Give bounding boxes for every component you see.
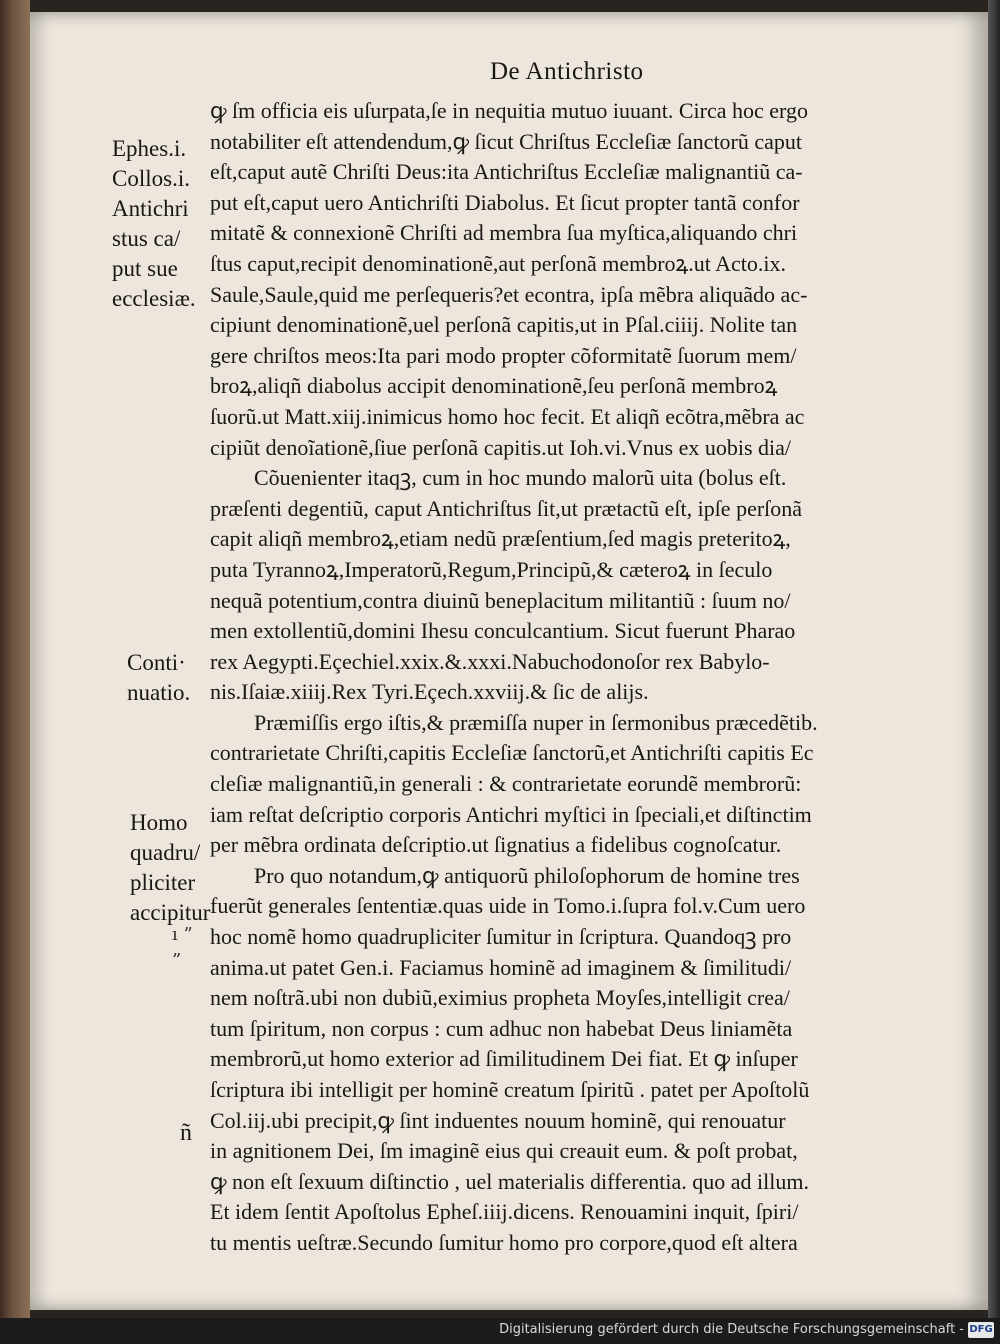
text-line: tu mentis ueſtræ.Secundo ſumitur homo pro corpore,quod eſt altera: [210, 1229, 798, 1255]
text-line: membrorũ,ut homo exterior ad ſimilitudinem Dei fiat. Et ꝙ inſuper: [210, 1046, 798, 1072]
text-line: anima.ut patet Gen.i. Faciamus hominẽ ad imaginem & ſimilitudi/: [210, 954, 792, 980]
footer-credit: Digitalisierung gefördert durch die Deutsche Forschungsgemeinschaft -: [499, 1322, 964, 1337]
handwritten-mark: ı ”: [172, 924, 193, 945]
text-line: nem noſtrã.ubi non dubiũ,eximius propheta Moyſes,intelligit crea/: [210, 985, 790, 1011]
text-line: ſtus caput,recipit denominationẽ,aut perſonã membroꝝ.ut Acto.ix.: [210, 250, 787, 276]
text-line: puta Tyrannoꝝ,Imperatorũ,Regum,Principũ,& cæteroꝝ in ſeculo: [210, 556, 773, 582]
margin-note-line: put sue: [112, 256, 178, 281]
text-line: eſt,caput autẽ Chriſti Deus:ita Antichriſtus Eccleſiæ malignantiũ ca-: [210, 159, 803, 185]
text-line: rex Aegypti.Eçechiel.xxix.&.xxxi.Nabuchodonoſor rex Babylo-: [210, 648, 770, 674]
text-line: præſenti degentiũ, caput Antichriſtus ſit,ut prætactũ eſt, ipſe perſonã: [210, 495, 803, 521]
text-line: Col.iij.ubi precipit,ꝙ ſint induentes nouum hominẽ, qui renouatur: [210, 1107, 786, 1133]
text-line: Pro quo notandum,ꝙ antiquorũ philoſophorum de homine tres: [254, 862, 800, 888]
running-head: De Antichristo: [490, 58, 644, 85]
text-line: nequã potentium,contra diuinũ beneplacitum militantiũ : ſuum no/: [210, 587, 791, 613]
book-spine-edge: [0, 0, 30, 1318]
margin-note-continuatio: [127, 648, 190, 708]
text-line: ſuorũ.ut Matt.xiij.inimicus homo hoc fecit. Et aliqñ ecõtra,mẽbra ac: [210, 403, 805, 429]
text-line: Præmiſſis ergo iſtis,& præmiſſa nuper in ſermonibus præcedẽtib.: [254, 709, 818, 735]
margin-note-line: Ephes.i.: [112, 136, 187, 161]
margin-note-line: ecclesiæ.: [112, 286, 196, 311]
text-line: Cõuenienter itaqꝫ, cum in hoc mundo malorũ uita (bolus eſt.: [254, 465, 787, 491]
signature-mark: ñ: [180, 1120, 192, 1146]
text-line: in agnitionem Dei, ſm imaginẽ eius qui creauit eum. & poſt probat,: [210, 1138, 798, 1164]
margin-note-ephesians: [112, 134, 196, 314]
margin-note-line: accipitur: [130, 900, 211, 925]
margin-note-line: Antichri: [112, 196, 189, 221]
text-line: cleſiæ malignantiũ,in generali : & contrarietate eorundẽ membrorũ:: [210, 771, 802, 797]
margin-note-line: Collos.i.: [112, 166, 190, 191]
text-line: cipiunt denominationẽ,uel perſonã capitis,ut in Pſal.ciiij. Nolite tan: [210, 312, 798, 338]
text-line: ꝙ ſm officia eis uſurpata,ſe in nequitia mutuo iuuant. Circa hoc ergo: [210, 98, 808, 123]
text-line: contrarietate Chriſti,capitis Eccleſiæ ſanctorũ,et Antichriſti capitis Ec: [210, 740, 814, 766]
text-line: Et idem ſentit Apoſtolus Epheſ.iiij.dicens. Renouamini inquit, ſpiri/: [210, 1199, 799, 1225]
text-line: tum ſpiritum, non corpus : cum adhuc non habebat Deus liniamẽta: [210, 1015, 793, 1041]
text-line: hoc nomẽ homo quadrupliciter ſumitur in ſcriptura. Quandoqꝫ pro: [210, 924, 792, 950]
text-line: notabiliter eſt attendendum,ꝙ ſicut Chriſtus Eccleſiæ ſanctorũ caput: [210, 128, 803, 154]
text-line: mitatẽ & connexionẽ Chriſti ad membra ſua myſtica,aliquando chri: [210, 220, 798, 246]
text-line: put eſt,caput uero Antichriſti Diabolus. Et ſicut propter tantã confor: [210, 189, 800, 215]
text-line: Saule,Saule,quid me perſequeris?et econtra, ipſa mẽbra aliquãdo ac-: [210, 281, 808, 307]
margin-note-line: Conti·: [127, 650, 186, 675]
text-line: ſcriptura ibi intelligit per hominẽ creatum ſpiritũ . patet per Apoſtolũ: [210, 1077, 810, 1102]
text-line: capit aliqñ membroꝝ,etiam nedũ præſentium,ſed magis preteritoꝝ,: [210, 526, 791, 552]
margin-note-homo: [130, 808, 210, 928]
main-text-column: [210, 96, 930, 1259]
text-line: broꝝ,aliqñ diabolus accipit denominationẽ,ſeu perſonã membroꝝ: [210, 373, 778, 399]
margin-note-line: pliciter: [130, 870, 196, 895]
handwritten-mark: ”: [172, 950, 182, 971]
text-line: per mẽbra ordinata deſcriptio.ut ſignatius a fidelibus cognoſcatur.: [210, 832, 782, 858]
text-line: cipiũt denoĩationẽ,ſiue perſonã capitis.ut Ioh.vi.Vnus ex uobis dia/: [210, 434, 792, 460]
text-line: men extollentiũ,domini Ihesu conculcantium. Sicut fuerunt Pharao: [210, 618, 796, 644]
margin-note-line: quadru/: [130, 840, 201, 865]
page-right-edge: [988, 0, 1000, 1318]
text-line: ꝙ non eſt ſexuum diſtinctio , uel materialis differentia. quo ad illum.: [210, 1168, 809, 1194]
text-line: iam reſtat deſcriptio corporis Antichri myſtici in ſpeciali,et diſtinctim: [210, 801, 812, 827]
margin-note-line: nuatio.: [127, 680, 191, 705]
text-line: fuerũt generales ſententiæ.quas uide in Tomo.i.ſupra fol.v.Cum uero: [210, 893, 806, 919]
text-line: gere chriſtos meos:Ita pari modo propter cõformitatẽ ſuorum mem/: [210, 342, 797, 368]
dfg-logo-icon[interactable]: DFG: [968, 1322, 994, 1338]
margin-note-line: Homo: [130, 810, 188, 835]
text-line: nis.Iſaiæ.xiiij.Rex Tyri.Eçech.xxviij.& ſic de alijs.: [210, 679, 649, 705]
margin-note-line: stus ca/: [112, 226, 181, 251]
